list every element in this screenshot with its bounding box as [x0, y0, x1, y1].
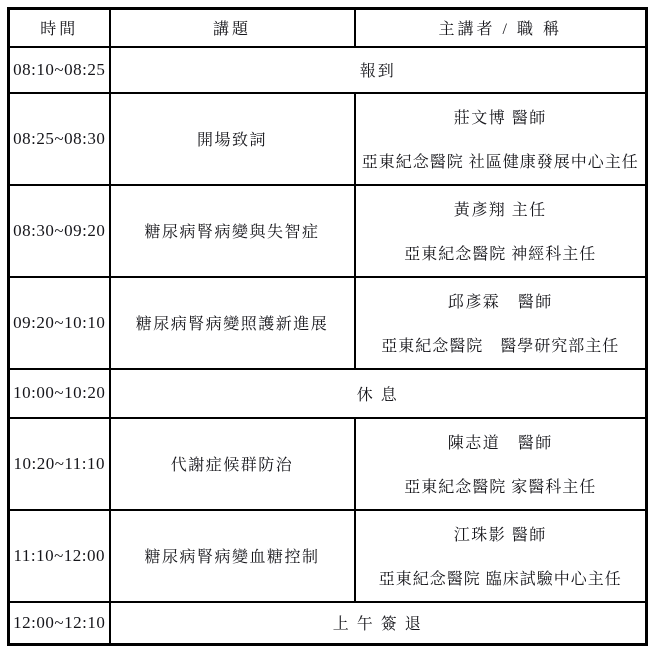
- speaker-name: 陳志道 醫師: [447, 435, 553, 452]
- col-header-time: 時間: [9, 9, 110, 47]
- topic-cell: 糖尿病腎病變與失智症: [110, 185, 355, 277]
- merged-label-cell: 報到: [110, 47, 647, 93]
- table-row-signout: [9, 602, 647, 645]
- time-cell: 10:20~11:10: [9, 418, 110, 510]
- speaker-name: 黃彥翔 主任: [453, 202, 547, 219]
- speaker-cell: [355, 185, 647, 277]
- agenda-table: [7, 7, 648, 646]
- speaker-title: 亞東紀念醫院 家醫科主任: [404, 479, 597, 496]
- topic-cell: 糖尿病腎病變照護新進展: [110, 277, 355, 369]
- speaker-cell-content: [356, 279, 646, 367]
- time-cell: 08:25~08:30: [9, 93, 110, 185]
- speaker-title: 亞東紀念醫院 醫學研究部主任: [381, 338, 620, 355]
- time-cell: 08:10~08:25: [9, 47, 110, 93]
- merged-label-cell: 上 午 簽 退: [110, 602, 647, 645]
- table-row-metabolic: [9, 418, 647, 510]
- table-row-dementia: [9, 185, 647, 277]
- speaker-cell-content: [356, 187, 646, 275]
- speaker-title: 亞東紀念醫院 神經科主任: [404, 246, 597, 263]
- header-row: [9, 9, 647, 47]
- time-cell: 10:00~10:20: [9, 369, 110, 418]
- speaker-title: 亞東紀念醫院 社區健康發展中心主任: [361, 154, 639, 171]
- topic-cell: 代謝症候群防治: [110, 418, 355, 510]
- time-cell: 09:20~10:10: [9, 277, 110, 369]
- col-header-speaker: 主講者 / 職 稱: [355, 9, 647, 47]
- speaker-cell: [355, 418, 647, 510]
- speaker-name: 邱彥霖 醫師: [447, 294, 553, 311]
- speaker-name: 莊文博 醫師: [453, 110, 547, 127]
- time-cell: 12:00~12:10: [9, 602, 110, 645]
- speaker-title: 亞東紀念醫院 臨床試驗中心主任: [378, 571, 622, 588]
- speaker-cell: [355, 93, 647, 185]
- topic-cell: 糖尿病腎病變血糖控制: [110, 510, 355, 602]
- speaker-cell-content: [356, 512, 646, 600]
- speaker-cell: [355, 510, 647, 602]
- topic-cell: 開場致詞: [110, 93, 355, 185]
- table-row-registration: [9, 47, 647, 93]
- speaker-cell: [355, 277, 647, 369]
- table-row-glucose-control: [9, 510, 647, 602]
- time-cell: 11:10~12:00: [9, 510, 110, 602]
- speaker-cell-content: [356, 95, 646, 183]
- table-row-opening: [9, 93, 647, 185]
- merged-label-cell: 休 息: [110, 369, 647, 418]
- speaker-name: 江珠影 醫師: [453, 527, 547, 544]
- speaker-cell-content: [356, 420, 646, 508]
- time-cell: 08:30~09:20: [9, 185, 110, 277]
- col-header-topic: 講題: [110, 9, 355, 47]
- table-row-break: [9, 369, 647, 418]
- table-row-care-progress: [9, 277, 647, 369]
